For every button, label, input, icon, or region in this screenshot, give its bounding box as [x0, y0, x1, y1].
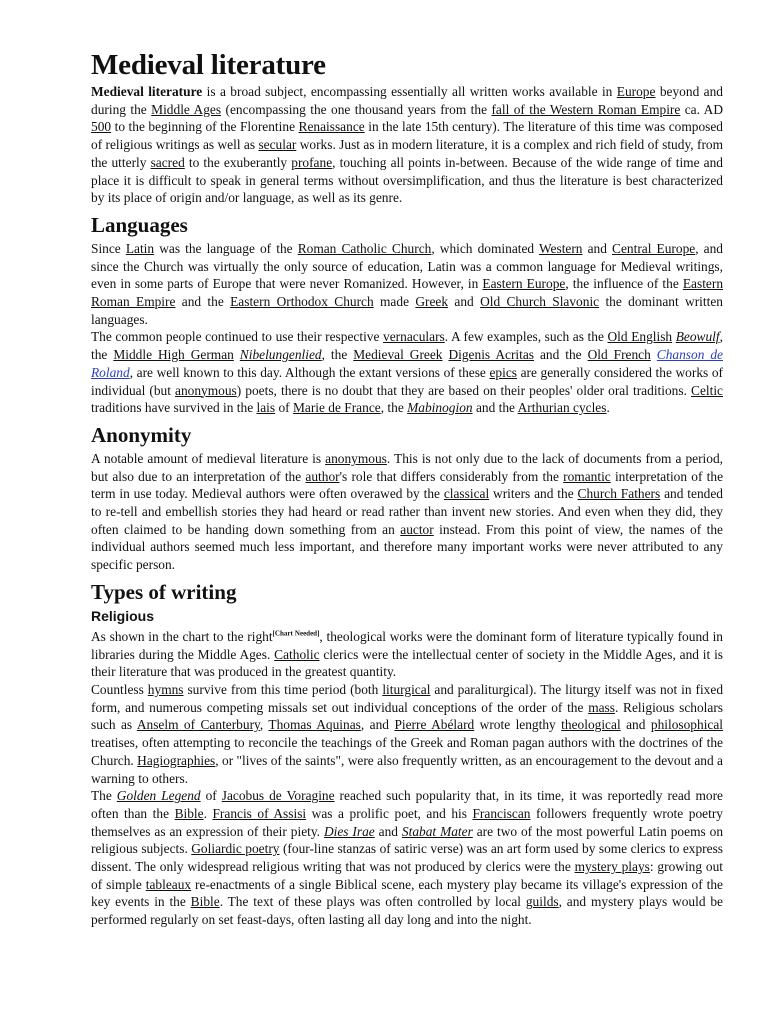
languages-paragraph-1: Since Latin was the language of the Roman Catholic Church, which dominated Western and Central Europe, and since the Church was virtually the only source of education, Latin was a common language for Medieval writings, even in some parts of Europe that were never Romanized. However, in Eastern Europe, the influence of the Eastern Roman Empire and the Eastern Orthodox Church made Greek and Old Church Slavonic the dominant written languages.	[91, 240, 724, 327]
subsection-heading-religious: Religious	[91, 607, 155, 624]
link-epics[interactable]: epics	[489, 364, 517, 380]
link-middle-ages[interactable]: Middle Ages	[151, 101, 222, 117]
link-sacred[interactable]: sacred	[150, 154, 185, 170]
link-eastern-orthodox-church[interactable]: Eastern Orthodox Church	[230, 294, 374, 310]
link-mabinogion[interactable]: Mabinogion	[407, 400, 473, 416]
link-medieval-greek[interactable]: Medieval Greek	[353, 347, 443, 363]
link-western[interactable]: Western	[538, 240, 583, 256]
link-middle-high-german[interactable]: Middle High German	[113, 347, 234, 363]
link-anselm-of-canterbury[interactable]: Anselm of Canterbury	[136, 717, 260, 733]
link-francis-of-assisi[interactable]: Francis of Assisi	[212, 805, 307, 821]
link-church-fathers[interactable]: Church Fathers	[577, 486, 661, 502]
link-vernaculars[interactable]: vernaculars	[383, 329, 445, 345]
link-old-french[interactable]: Old French	[587, 347, 651, 363]
link-chanson-de-roland[interactable]: Chanson de Roland	[91, 347, 723, 380]
article	[91, 0, 723, 929]
link-romantic[interactable]: romantic	[563, 468, 611, 484]
link-renaissance[interactable]: Renaissance	[298, 119, 365, 135]
page-title: Medieval literature	[91, 49, 326, 81]
citation-needed-note: [Chart Needed]	[272, 629, 320, 638]
link-stabat-mater[interactable]: Stabat Mater	[401, 823, 473, 839]
link-roman-catholic-church[interactable]: Roman Catholic Church	[297, 240, 432, 256]
link-mass[interactable]: mass	[588, 699, 615, 715]
link-franciscan[interactable]: Franciscan	[472, 805, 531, 821]
link-europe[interactable]: Europe	[616, 84, 656, 99]
link-jacobus-de-voragine[interactable]: Jacobus de Voragine	[221, 788, 335, 804]
link-arthurian-cycles[interactable]: Arthurian cycles	[517, 400, 607, 416]
link-latin[interactable]: Latin	[125, 240, 155, 256]
link-celtic[interactable]: Celtic	[691, 382, 723, 398]
link-old-church-slavonic[interactable]: Old Church Slavonic	[480, 294, 600, 310]
link-old-english[interactable]: Old English	[607, 329, 673, 345]
link-fall-of-the-western-roman-empire[interactable]: fall of the Western Roman Empire	[491, 101, 681, 117]
section-heading-types-of-writing: Types of writing	[91, 579, 237, 604]
link-liturgical[interactable]: liturgical	[382, 681, 431, 697]
link-mystery-plays[interactable]: mystery plays	[574, 859, 650, 875]
section-heading-languages: Languages	[91, 212, 188, 237]
link-bible[interactable]: Bible	[190, 894, 220, 910]
link-beowulf[interactable]: Beowulf	[675, 329, 720, 345]
link-tableaux[interactable]: tableaux	[145, 876, 192, 892]
link-greek[interactable]: Greek	[415, 294, 449, 310]
religious-paragraph-2: Countless hymns survive from this time period (both liturgical and paraliturgical). The liturgy itself was not in fixed form, and numerous competing missals set out individual conceptions of the order of the mass. Religious scholars such as Anselm of Canterbury, Thomas Aquinas, and Pierre Abélard wrote lengthy theological and philosophical treatises, often attempting to reconcile the teachings of the Greek and Roman pagan authors with the doctrines of the Church. Hagiographies, or "lives of the saints", were also frequently written, as an encouragement to the devout and a warning to others.	[91, 681, 724, 786]
link-lais[interactable]: lais	[256, 400, 276, 416]
link-auctor[interactable]: auctor	[400, 521, 434, 537]
link-pierre-ab-lard[interactable]: Pierre Abélard	[394, 717, 475, 733]
link-catholic[interactable]: Catholic	[274, 646, 320, 662]
link-theological[interactable]: theological	[561, 717, 621, 733]
link-digenis-acritas[interactable]: Digenis Acritas	[448, 347, 535, 363]
link-author[interactable]: author	[305, 468, 340, 484]
link-hagiographies[interactable]: Hagiographies	[137, 752, 216, 768]
link-bible[interactable]: Bible	[174, 805, 204, 821]
link-philosophical[interactable]: philosophical	[650, 717, 724, 733]
link-goliardic-poetry[interactable]: Goliardic poetry	[191, 841, 280, 857]
link-hymns[interactable]: hymns	[147, 681, 184, 697]
link-eastern-europe[interactable]: Eastern Europe	[482, 276, 566, 292]
link-classical[interactable]: classical	[443, 486, 490, 502]
section-heading-anonymity: Anonymity	[91, 422, 192, 447]
link-guilds[interactable]: guilds	[525, 894, 559, 910]
bold-term: Medieval literature	[91, 84, 203, 99]
link-secular[interactable]: secular	[258, 137, 297, 153]
link-golden-legend[interactable]: Golden Legend	[116, 788, 201, 804]
link-eastern-roman-empire[interactable]: Eastern Roman Empire	[91, 276, 724, 310]
religious-paragraph-1: As shown in the chart to the right[Chart Needed], theological works were the dominant form of literature typically found in libraries during the Middle Ages. Catholic clerics were the intellectual center of society in the Middle Ages, and it is their literature that was produced in the greatest quantity.	[91, 628, 724, 680]
intro-paragraph: Medieval literature is a broad subject, encompassing essentially all written works available in Europe beyond and during the Middle Ages (encompassing the one thousand years from the fall of the Western Roman Empire ca. AD 500 to the beginning of the Florentine Renaissance in the late 15th century). The literature of this time was composed of religious writings as well as secular works. Just as in modern literature, it is a complex and rich field of study, from the utterly sacred to the exuberantly profane, touching all points in-between. Because of the wide range of time and place it is difficult to speak in general terms without oversimplification, and thus the literature is best characterized by its place of origin and/or language, as well as its genre.	[91, 84, 724, 206]
link-500[interactable]: 500	[91, 119, 112, 135]
link-marie-de-france[interactable]: Marie de France	[292, 400, 381, 416]
link-nibelungenlied[interactable]: Nibelungenlied	[239, 347, 322, 363]
link-anonymous[interactable]: anonymous	[325, 450, 387, 466]
anonymity-paragraph: A notable amount of medieval literature is anonymous. This is not only due to the lack of documents from a period, but also due to an interpretation of the author's role that differs considerably from the romantic interpretation of the term in use today. Medieval authors were often overawed by the classical writers and the Church Fathers and tended to re-tell and embellish stories they had heard or read rather than invent new stories. And even when they did, they often claimed to be handing down something from an auctor instead. From this point of view, the names of the individual authors seemed much less important, and therefore many important works were never attributed to any specific person.	[91, 450, 724, 573]
link-central-europe[interactable]: Central Europe	[612, 240, 696, 256]
languages-paragraph-2: The common people continued to use their respective vernaculars. A few examples, such as the Old English Beowulf, the Middle High German Nibelungenlied, the Medieval Greek Digenis Acritas and the Old French Chanson de Roland, are well known to this day. Although the extant versions of these epics are generally considered the works of individual (but anonymous) poets, there is no doubt that they are based on their peoples' older oral traditions. Celtic traditions have survived in the lais of Marie de France, the Mabinogion and the Arthurian cycles.	[91, 329, 723, 416]
link-thomas-aquinas[interactable]: Thomas Aquinas	[268, 717, 361, 733]
link-profane[interactable]: profane	[291, 154, 333, 170]
religious-paragraph-3: The Golden Legend of Jacobus de Voragine reached such popularity that, in its time, it was reportedly read more often than the Bible. Francis of Assisi was a prolific poet, and his Franciscan followers frequently wrote poetry themselves as an expression of their piety. Dies Irae and Stabat Mater are two of the most powerful Latin poems on religious subjects. Goliardic poetry (four-line stanzas of satiric verse) was an art form used by some clerics to express dissent. The only widespread religious writing that was not produced by clerics were the mystery plays: growing out of simple tableaux re-enactments of a single Biblical scene, each mystery play became its village's expression of the key events in the Bible. The text of these plays was often controlled by local guilds, and mystery plays would be performed regularly on set feast-days, often lasting all day long and into the night.	[91, 788, 724, 928]
link-anonymous[interactable]: anonymous	[175, 382, 237, 398]
link-dies-irae[interactable]: Dies Irae	[323, 823, 375, 839]
